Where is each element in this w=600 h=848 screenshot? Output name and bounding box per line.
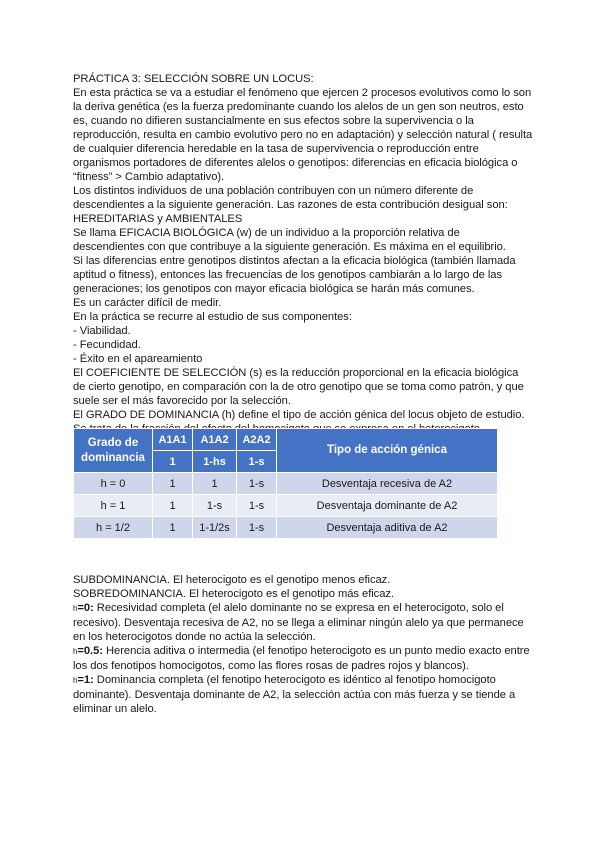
table-cell-action: Desventaja aditiva de A2 (277, 517, 498, 539)
h-glyph: h (73, 604, 78, 613)
table-cell-h: h = 1 (74, 495, 153, 517)
section-title: PRÁCTICA 3: SELECCIÓN SOBRE UN LOCUS: (73, 73, 314, 85)
h-item-label: =0: (77, 602, 94, 614)
h-glyph: h (73, 647, 78, 656)
table-cell-action: Desventaja recesiva de A2 (277, 473, 498, 495)
paragraph: SUBDOMINANCIA. El heterocigoto es el genotipo menos eficaz. (73, 574, 391, 586)
table-header-fitness: 1-s (237, 451, 277, 473)
table-cell-h: h = 1/2 (74, 517, 153, 539)
table-header-action: Tipo de acción génica (277, 429, 498, 473)
h-item (73, 644, 533, 673)
list-item: - Viabilidad. (73, 325, 131, 337)
h-item-label: =0.5: (77, 645, 103, 657)
table-row (74, 495, 498, 517)
h-item-text: Herencia aditiva o intermedia (el fenotipo heterocigoto es un punto medio exacto entre los dos fenotipos homocigotos, como las flores rosas de padres rojos y blancos). (73, 645, 530, 672)
paragraph: El COEFICIENTE DE SELECCIÓN (s) es la reducción proporcional en la eficacia biológica de cierto genotipo, en comparación con la de otro genotipo que se toma como patrón, y que suele ser el más favorecido por la selección. (73, 367, 524, 407)
h-item (73, 673, 533, 716)
table-cell: 1 (153, 473, 193, 495)
intro-text-block (73, 72, 533, 436)
dominance-table (73, 428, 498, 539)
list-item: - Éxito en el apareamiento (73, 353, 203, 365)
table-cell: 1-1/2s (193, 517, 237, 539)
paragraph: El GRADO DE DOMINANCIA (h) define el tipo de acción génica del locus objeto de estudio. (73, 409, 525, 421)
table-header-genotype: A1A2 (193, 429, 237, 451)
table-cell: 1 (153, 517, 193, 539)
paragraph: Se llama EFICACIA BIOLÓGICA (w) de un individuo a la proporción relativa de descendientes con que contribuye a la siguiente generación. Es máxima en el equilibrio. (73, 227, 506, 253)
paragraph: SOBREDOMINANCIA. El heterocigoto es el genotipo más eficaz. (73, 588, 395, 600)
table-cell: 1-s (237, 495, 277, 517)
table-cell: 1 (193, 473, 237, 495)
table-header-fitness: 1-hs (193, 451, 237, 473)
table-header-genotype: A2A2 (237, 429, 277, 451)
h-item-label: =1: (77, 674, 94, 686)
table-cell-h: h = 0 (74, 473, 153, 495)
h-glyph: h (73, 676, 78, 685)
paragraph: Si las diferencias entre genotipos distintos afectan a la eficacia biológica (también llamada aptitud o fitness), entonces las frecuencias de los genotipos cambiarán a lo largo de las generaciones; los genotipos con mayor eficacia biológica se harán más comunes. (73, 255, 516, 295)
paragraph: Los distintos individuos de una población contribuyen con un número diferente de descendientes a la siguiente generación. Las razones de esta contribución desigual son: HEREDITARIAS y AMBIENTALES (73, 185, 508, 225)
h-item-text: Dominancia completa (el fenotipo heterocigoto es idéntico al fenotipo homocigoto dominante). Desventaja dominante de A2, la selección actúa con más fuerza y se tiende a eliminar un alelo. (73, 674, 516, 715)
table-header-dominance: Grado de dominancia (74, 429, 153, 473)
h-item-text: Recesividad completa (el alelo dominante no se expresa en el heterocigoto, solo el recesivo). Desventaja recesiva de A2, no se llega a eliminar ningún alelo ya que permanece en los heterocigotos donde no actúa la selección. (73, 602, 524, 643)
paragraph: Es un carácter difícil de medir. (73, 297, 222, 309)
table-header-genotype: A1A1 (153, 429, 193, 451)
table-header-fitness: 1 (153, 451, 193, 473)
paragraph: En la práctica se recurre al estudio de sus componentes: (73, 311, 352, 323)
h-item (73, 601, 533, 644)
paragraph: En esta práctica se va a estudiar el fenómeno que ejercen 2 procesos evolutivos como lo son la deriva genética (es la fuerza predominante cuando los alelos de un gen son neutros, esto es, cuando no difieren sustancialmente en sus efectos sobre la supervivencia o la reproducción, resulta en cambio evolutivo pero no en adaptación) y selección natural ( resulta de cualquier diferencia heredable en la tasa de supervivencia o reproducción entre organismos portadores de diferentes alelos o genotipos: diferencias en eficacia biológica o “fitness” > Cambio adaptativo). (73, 87, 533, 183)
table-cell: 1-s (237, 473, 277, 495)
conclusion-text-block (73, 573, 533, 716)
table-row (74, 517, 498, 539)
table-cell: 1-s (237, 517, 277, 539)
table-cell: 1-s (193, 495, 237, 517)
list-item: - Fecundidad. (73, 339, 141, 351)
table-cell-action: Desventaja dominante de A2 (277, 495, 498, 517)
table-cell: 1 (153, 495, 193, 517)
table-row (74, 473, 498, 495)
